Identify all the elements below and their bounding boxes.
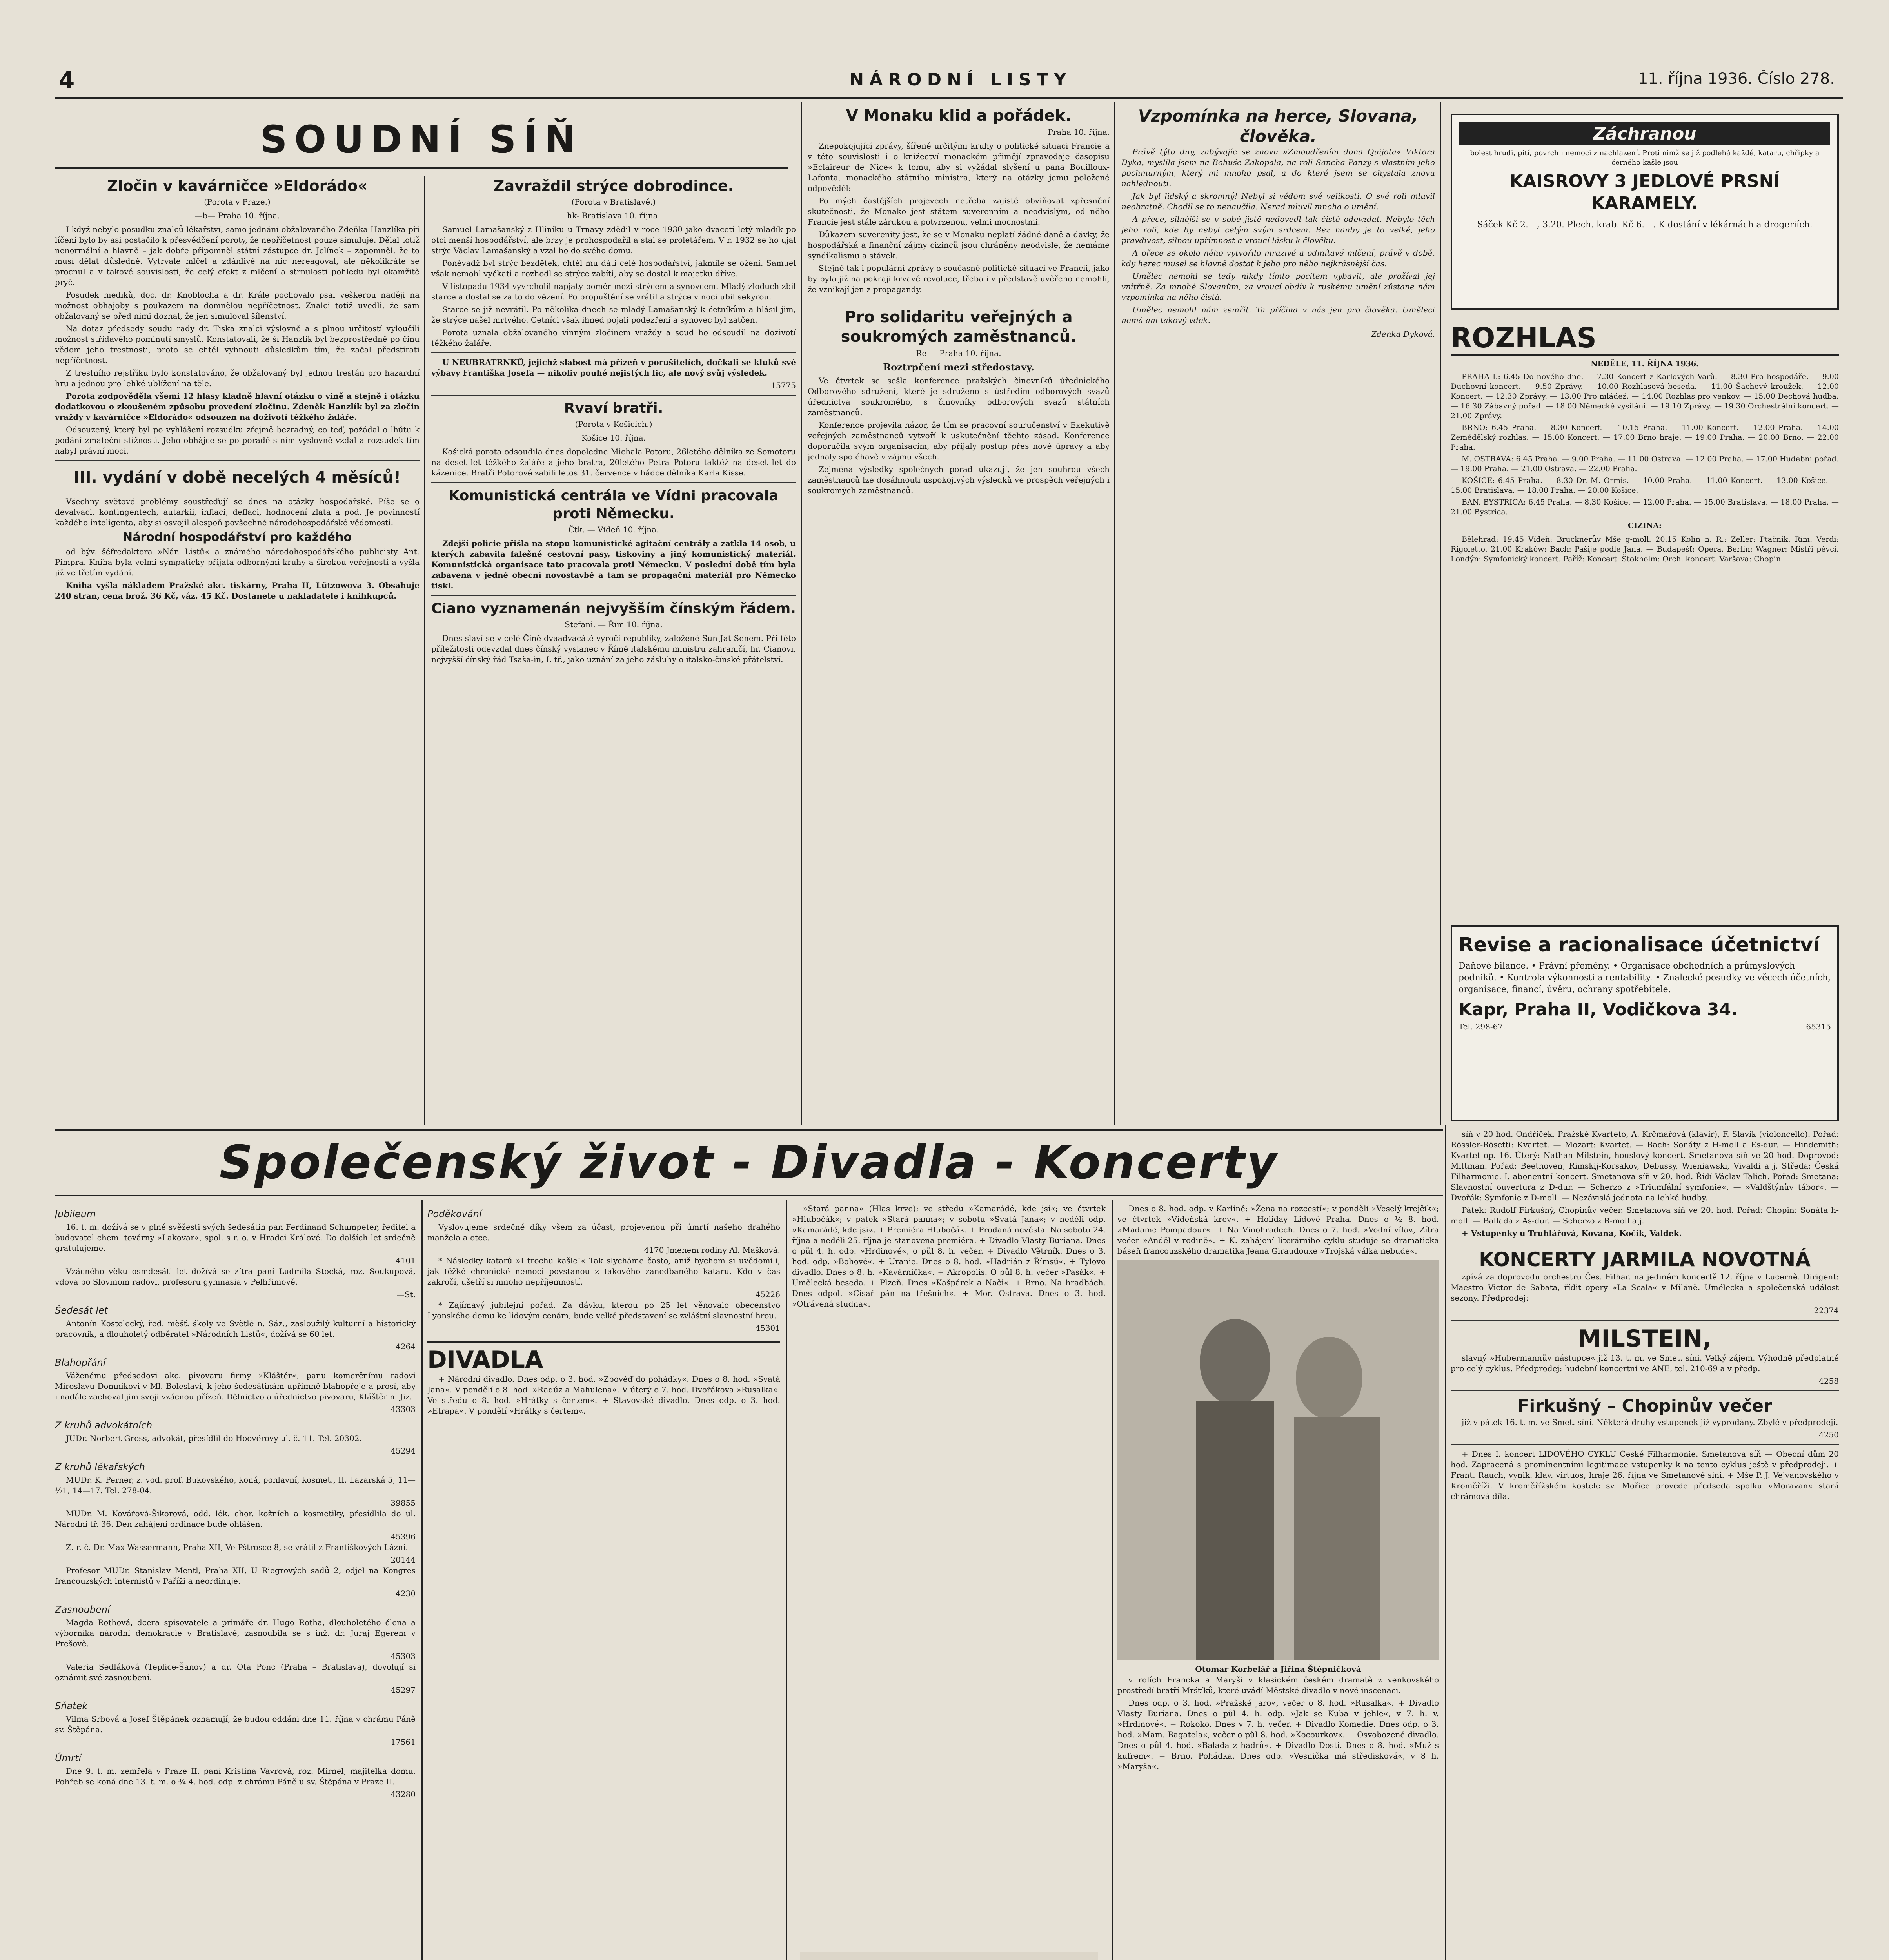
paragraph: od býv. šéfredaktora »Nár. Listů« a známého národohospodářského publicisty Ant. Pimpra. Kniha byla velmi sympaticky přijata odbornými kruhy a širokou veřejností a vyšla již ve třetím vydání. xyxy=(55,547,420,577)
notice-number: 20144 xyxy=(391,1555,416,1564)
divadla-text: + Národní divadlo. Dnes odp. o 3. hod. »Zpověď do pohádky«. Dnes o 8. hod. »Svatá Jana«. V pondělí o 8. hod. »Radúz a Mahulena«. V úterý o 7. hod. Dvořákova »Rusalka«. Ve středu o 8. hod. »Hrátky s čertem«. + Stavovské divadlo. Dnes odp. o 3. hod. »Etrapa«. V pondělí »Hrátky s čertem«. xyxy=(427,1374,780,1416)
paragraph: I když nebylo posudku znalců lékařství, samo jednání obžalovaného Zdeňka Hanzlíka při líčení bylo by asi postačilo k přesvědčení poroty, že nepříčetnost pouze simuluje. Dělal totiž nenormální a hlavně – jak dobře připomněl státní zástupce dr. Jelínek – zapomněl, že to musí dělat důsledně. Vytrvale mlčel a zdánlivě na nic nereagoval, ale několikráte se procnul a v takové souvislosti, že celý efekt z mlčení a strnulosti pohledu byl okamžitě pryč. xyxy=(55,225,420,287)
article-title: Pro solidaritu veřejných a soukromých zaměstnanců. xyxy=(841,308,1077,346)
notice-number: —St. xyxy=(396,1290,416,1299)
notice-number: 43303 xyxy=(391,1405,416,1414)
paragraph: Na dotaz předsedy soudu rady dr. Tiska znalci výslovně a s plnou určitostí vyloučili možnost střídavého pominutí smyslů. Konstatovali, že ší Hanzlík byl bezprostředně po činu vědom jeho trestnosti, proto se chtěl vyhnouti důsledkům tím, že začal předstírati nepříčetnost. xyxy=(55,324,420,365)
article-title: III. vydání v době necelých 4 měsíců! xyxy=(73,468,401,486)
ad-price: Sáček Kč 2.—, 3.20. Plech. krab. Kč 6.—. K dostání v lékárnách a drogeriích. xyxy=(1477,220,1813,230)
notice-text: * Zajímavý jubilejní pořad. Za dávku, kterou po 25 let věnovalo obecenstvo Lyonského domu ke lidovým cenám, bude velké představení se zvláštní slavnostní hrou. xyxy=(427,1300,780,1320)
divadla-heading: DIVADLA xyxy=(427,1341,780,1374)
notice-text: * Následky katarů »I trochu kašle!« Tak slycháme často, aniž bychom si uvědomili, jak těžké chronické nemoci povstanou z takového zanedbaného kataru. Kdo v čas zakročí, ušetří si mnoho nepříjemností. xyxy=(427,1256,780,1287)
page-number: 4 xyxy=(59,67,75,93)
paragraph: Ve čtvrtek se sešla konference pražských činovníků úřednického Odborového sdružení, které je sdruženo s ústředím odborových svazů úřednictva soukromého, s činovníky odborových svazů státních zaměstnanců. xyxy=(808,376,1110,417)
section-title-spolecensky: Společenský život - Divadla - Koncerty xyxy=(219,1135,1279,1189)
paragraph: Posudek mediků, doc. dr. Knoblocha a dr. Krále pochovalo psal veškerou naději na možnost obhajoby s poukazem na domnělou nepříčetnost. Znalci totiž uvedli, že sám obžalovaný se před nimi doznal, že jen simuloval šílenství. xyxy=(55,290,420,321)
ad-zachranou xyxy=(1451,114,1839,310)
paragraph: Kniha vyšla nákladem Pražské akc. tiskárny, Praha II, Lützowova 3. Obsahuje 240 stran, cena brož. 36 Kč, váz. 45 Kč. Dostanete u nakladatele i knihkupců. xyxy=(55,581,420,601)
notice-number: 39855 xyxy=(391,1498,416,1508)
dateline: Praha 10. října. xyxy=(1048,127,1110,137)
notice-number: 4101 xyxy=(396,1256,416,1265)
paragraph-bold: U NEUBRATRNKŮ, jejichž slabost má přízeň v porušitelích, dočkali se kluků své výbavy Františka Josefa — nikoliv pouhé nejistých lic, ale nový svůj výsledek. xyxy=(431,358,796,377)
notice-heading: Poděkování xyxy=(427,1209,482,1220)
paragraph-bold: Porota zodpověděla všemi 12 hlasy kladně hlavní otázku o vině a stejně i otázku dodatkovou o zkoušeném způsobu provedení zločinu. Zdeněk Hanzlík byl za zločin vraždy v kavárničce »Eldorádo« odsouzen na doživotí těžkého žaláře. xyxy=(55,391,420,422)
paragraph: Všechny světové problémy soustřeďují se dnes na otázky hospodářské. Píše se o devalvaci, kontingentech, autarkii, inflaci, deflaci, hodnocení zlata a pod. Je povinností každého inteligenta, aby si osvojil alespoň povšechné národohospodářské vědomosti. xyxy=(55,497,420,527)
dateline: Čtk. — Vídeň 10. října. xyxy=(568,525,659,534)
notice-heading: Blahopřání xyxy=(55,1357,106,1368)
book-title: Národní hospodářství pro každého xyxy=(123,530,352,544)
notice-number: 45294 xyxy=(391,1446,416,1455)
subheading: Roztrpčení mezi středostavy. xyxy=(883,361,1034,373)
notice-number: 43280 xyxy=(391,1789,416,1799)
rozhlas-cizina: Bělehrad: 19.45 Vídeň: Brucknerův Mše g-moll. 20.15 Kolín n. R.: Zeller: Ptačník. Rím: Verdi: Rigoletto. 21.00 Kraków: Bach: Pašije podle Jana. — Budapešť: Opera. Berlín: Wagner: Mistři pěvci. Londýn: Symfonický koncert. Paříž: Koncert. Štokholm: Orch. koncert. Varšava: Chopin. xyxy=(1451,535,1839,563)
dateline: —b— Praha 10. října. xyxy=(194,211,280,220)
rozhlas-date: NEDĚLE, 11. ŘÍJNA 1936. xyxy=(1591,359,1699,368)
divadla-text: Dnes o 8. hod. odp. v Karlíně: »Žena na rozcestí«; v pondělí »Veselý krejčík«; ve čtvrtek »Vídeňská krev«. + Holiday Lidové Praha. Dnes o ½ 8. hod. »Madame Pompadour«. + Na Vinohradech. Dnes o 7. hod. »Vodní víla«, Zítra večer »Anděl v rodině«. + K. zahájení literárního cyklu studuje se dramatická báseň francouzského dramatika Jeana Giraudouxe »Trojská válka nebude«. xyxy=(1117,1204,1439,1256)
paragraph: A přece, silnější se v sobě jistě nedovedl tak čistě odevzdat. Nebylo těch jeho rolí, kde by nebyl celým svým srdcem. Bez hanby je to velké, jeho pravdivost, silnou upřímnost a vroucí lásku k člověku. xyxy=(1121,214,1435,245)
section-rule xyxy=(55,1129,1443,1131)
notice-heading: Šedesát let xyxy=(55,1305,108,1316)
concert-ad-text: zpívá za doprovodu orchestru Čes. Filhar. na jediném koncertě 12. října v Lucerně. Dirigent: Maestro Victor de Sabata, řídit opery »La Scala« v Miláně. Umělecká a společenská událost sezony. Předprodej: xyxy=(1451,1272,1839,1303)
article-zavrazdil xyxy=(431,176,796,1125)
rozhlas-bystrica: BAN. BYSTRICA: 6.45 Praha. — 8.30 Košice. — 12.00 Praha. — 15.00 Bratislava. — 18.00 Praha. — 21.00 Bystrica. xyxy=(1451,498,1839,516)
ad-title: Záchranou xyxy=(1459,122,1830,145)
notice-heading: Zasnoubení xyxy=(55,1604,110,1615)
society-column-2 xyxy=(427,1203,780,1960)
ad-text: Daňové bilance. • Právní přeměny. • Organisace obchodních a průmyslových podniků. • Kontrola výkonnosti a rentability. • Znalecké posudky ve věcech účetních, organisace, financí, úvěru, ochrany spotřebitele. xyxy=(1459,961,1831,995)
column-divider xyxy=(786,1200,787,1960)
paragraph: Odsouzený, který byl po vyhlášení rozsudku zřejmě bezradný, co teď, požádal o lhůtu k podání zmateční stížnosti. Jeho obhájce se po poradě s ním výslovně vzdal a rozsudek tím nabyl právní moci. xyxy=(55,425,420,456)
divadla-text: Dnes odp. o 3. hod. »Pražské jaro«, večer o 8. hod. »Rusalka«. + Divadlo Vlasty Buriana. Dnes o půl 4. h. odp. »Jak se Kuba v jehle«, v 7. h. v. »Hrdinové«. + Rokoko. Dnes v 7. h. večer. + Divadlo Komedie. Dnes odp. o 3. hod. »Mam. Bagatela«, večer o půl 8. hod. »Kocourkov«. + Osvobozené divadlo. Dnes o půl 4. hod. »Balada z hadrů«. + Divadlo Dostí. Dnes o 8. hod. »Muž s kufrem«. + Brno. Pohádka. Dnes odp. »Vesnička má středisková«, v 8 h. »Maryša«. xyxy=(1117,1698,1439,1771)
column-divider xyxy=(1114,102,1115,1125)
photo-text: v rolích Francka a Maryši v klasickém českém dramatě z venkovského prostředí bratří Mrštíků, které uvádí Městské divadlo v nové inscenaci. xyxy=(1117,1675,1439,1695)
ad-number: 4258 xyxy=(1819,1376,1839,1386)
notice-number: 45226 xyxy=(755,1290,780,1299)
paragraph: Stejně tak i populární zprávy o současné politické situaci ve Francii, jako by byla již na pokraji krvavé revoluce, třeba i v představě uvěřeno nemohli, že vznikají jen z propagandy. xyxy=(808,263,1110,294)
paragraph: V listopadu 1934 vyvrcholil napjatý poměr mezi strýcem a synovcem. Mladý zloduch zbil starce a dostal se za to do vězení. Po propuštění se vrátil a strýce v noci ubil sekyrou. xyxy=(431,281,796,301)
rozhlas-brno: BRNO: 6.45 Praha. — 8.30 Koncert. — 10.15 Praha. — 11.00 Koncert. — 12.00 Praha. — 14.00 Zemědělský rozhlas. — 15.00 Koncert. — 17.00 Brno hraje. — 19.00 Praha. — 20.00 Brno. — 22.00 Praha. xyxy=(1451,423,1839,452)
concert-tickets: + Vstupenky u Truhlářová, Kovana, Kočík, Valdek. xyxy=(1462,1229,1682,1238)
concert-text: + Dnes I. koncert LIDOVÉHO CYKLU České Filharmonie. Smetanova síň — Obecní dům 20 hod. Zapracená s prominentními legitimace vstupenky k na tento cyklus ještě v předprodeji. + Frant. Rauch, vynik. klav. virtuos, hraje 26. října ve Smetanově síni. + Mše P. J. Vejvanovského v Kroměříži. V kroměřížském kostele sv. Mořice provede předseda spolku »Moravan« stará chrámová díla. xyxy=(1451,1449,1839,1501)
notice-heading: Z kruhů advokátních xyxy=(55,1420,153,1431)
notice-number: 4170 Jmenem rodiny Al. Mašková. xyxy=(644,1245,780,1255)
notice-text: Váženému předsedovi akc. pivovaru firmy »Kláštěr«, panu komerčnímu radovi Miroslavu Domníkovi v Ml. Boleslavi, k jeho šedesátinám upřímně blahopřeje a prosí, aby i nadále zachoval jim svoji vzácnou přízeň. Dělnictvo a úřednictvo pivovaru, Kláštěr n. Jiz. xyxy=(55,1371,416,1401)
concert-text: síň v 20 hod. Ondříček. Pražské Kvarteto, A. Krčmářová (klavír), F. Slavík (violoncello). Pořad: Rössler-Rösetti: Kvartet. — Mozart: Kvartet. — Bach: Sonáty z H-moll a Es-dur. — Hindemith: Kvartet op. 16. Úterý: Nathan Milstein, houslový koncert. Smetanova síň ve 20 hod. Doprovod: Mittman. Pořad: Beethoven, Rimskij-Korsakov, Debussy, Wieniawski, Vivaldi a j. Středa: Česká Filharmonie. I. abonentní koncert. Smetanova síň v 20. hod. Řídí Václav Talich. Pořad: Smetana: Slavnostní ouvertura z D-dur. — Scherzo z »Triumfální symfonie«. — »Valdštýnův tábor«. — Dvořák: Symfonie z D-moll. — Nezávislá jednota na lehké hudby. xyxy=(1451,1129,1839,1202)
notice-text: Dne 9. t. m. zemřela v Praze II. paní Kristina Vavrová, roz. Mirnel, majitelka domu. Pohřeb se koná dne 13. t. m. o ¾ 4. hod. odp. z chrámu Páně u sv. Štěpána v Praze II. xyxy=(55,1766,416,1786)
notice-heading: Z kruhů lékařských xyxy=(55,1461,145,1472)
rozhlas-cizina-heading: CIZINA: xyxy=(1628,521,1662,530)
masthead: NÁRODNÍ LISTY xyxy=(849,70,1072,90)
dateline: hk- Bratislava 10. října. xyxy=(567,211,661,220)
notice-number: 4230 xyxy=(396,1589,416,1598)
ad-headline: KAISROVY 3 JEDLOVÉ PRSNÍ KARAMELY. xyxy=(1509,171,1780,213)
ad-title: Revise a racionalisace účetnictví xyxy=(1459,933,1820,956)
paragraph: Umělec nemohl nám zemřít. Ta příčina v nás jen pro člověka. Uměleci nemá ani takový vděk. xyxy=(1121,305,1435,325)
paragraph: Důkazem suverenity jest, že se v Monaku neplatí žádné daně a dávky, že hospodářská a finanční zájmy cizinců jsou chráněny neodvisle, že nemáme syndikalismu a stávek. xyxy=(808,230,1110,260)
paragraph: Z trestního rejstříku bylo konstatováno, že obžalovaný byl jednou trestán pro hazardní hru a jednou pro lehké ublížení na těle. xyxy=(55,368,420,388)
notice-text: MUDr. M. Kovářová-Šikorová, odd. lék. chor. kožních a kosmetiky, přesídlila do ul. Národní tř. 36. Den zahájení ordinace bude ohlášen. xyxy=(55,1509,416,1529)
notice-number: 45301 xyxy=(755,1323,780,1333)
notice-heading: Jubileum xyxy=(55,1209,96,1220)
ad-number: 15775 xyxy=(771,381,796,390)
notice-heading: Sňatek xyxy=(55,1700,88,1711)
paragraph: Po mých častějších projevech netřeba zajisté obviňovat zpřesnění skutečnosti, že Monako jest státem suverenním a neodvislým, od něho Francie jest stále zárukou a potvrzenou, velmi mocnostmi. xyxy=(808,196,1110,227)
paragraph: Košická porota odsoudila dnes dopoledne Michala Potoru, 26letého dělníka ze Somotoru na deset let těžkého žaláře a jeho bratra, 20letého Petra Potoru taktéž na deset let do kázenice. Bratři Potorové zabili letos 31. července v hádce dělníka Karla Kisse. xyxy=(431,447,796,477)
column-divider xyxy=(421,1200,423,1960)
dateline: Stefani. — Řím 10. října. xyxy=(565,620,663,629)
column-divider xyxy=(424,176,425,1125)
ad-number: 22374 xyxy=(1814,1306,1839,1315)
paragraph: Porota uznala obžalovaného vinným zločinem vraždy a soud ho odsoudil na doživotí těžkého žaláře. xyxy=(431,328,796,348)
column-divider xyxy=(1112,1200,1113,1960)
society-column-3 xyxy=(792,1203,1106,1960)
concert-ad-title: Firkušný – Chopinův večer xyxy=(1517,1396,1772,1416)
ad-revise xyxy=(1451,925,1839,1121)
paragraph: Poněvadž byl strýc bezdětek, chtěl mu dáti celé hospodářství, jakmile se ožení. Samuel však nemohl vyčkati a rozhodl se strýce zabíti, aby se dostal k majetku dříve. xyxy=(431,258,796,278)
article-title: Vzpomínka na herce, Slovana, člověka. xyxy=(1138,106,1419,146)
notice-text: Z. r. č. Dr. Max Wassermann, Praha XII, Ve Pštrosce 8, se vrátil z Františkových Lázní. xyxy=(66,1543,408,1552)
notice-number: 17561 xyxy=(391,1737,416,1747)
article-title: Komunistická centrála ve Vídni pracovala proti Německu. xyxy=(449,488,779,522)
article-title: Zavraždil strýce dobrodince. xyxy=(493,177,734,194)
column-divider xyxy=(801,102,802,1125)
actors-photo-icon xyxy=(1117,1260,1439,1660)
notice-text: JUDr. Norbert Gross, advokát, přesídlil do Hoověrovy ul. č. 11. Tel. 20302. xyxy=(66,1434,362,1443)
rozhlas-praha: PRAHA I.: 6.45 Do nového dne. — 7.30 Koncert z Karlových Varů. — 8.30 Pro hospodáře. — 9.00 Duchovní koncert. — 9.50 Zprávy. — 10.00 Rozhlasová beseda. — 11.00 Šachový kroužek. — 12.00 Koncert. — 12.30 Zprávy. — 13.00 Pro mládež. — 14.00 Rozhlas pro venkov. — 15.00 Dechová hudba. — 16.30 Zábavný pořad. — 18.00 Německé vysílání. — 19.10 Zprávy. — 19.30 Orchestrální koncert. — 21.00 Zprávy. xyxy=(1451,372,1839,420)
article-title: Zločin v kavárničce »Eldorádo« xyxy=(107,177,367,194)
society-column xyxy=(55,1203,416,1960)
notice-number: 45297 xyxy=(391,1685,416,1695)
paragraph-bold: Zdejší policie přišla na stopu komunistické agitační centrály a zatkla 14 osob, u kterých zabavila falešné cestovní pasy, tiskoviny a jiný komunistický materiál. Komunistická organisace tato pracovala proti Německu. V poslední době tím byla zabavena v jedné obecní novostavbě a tam se propagační materiál pro Německo tiskl. xyxy=(431,539,796,590)
ad-phone: Tel. 298-67. xyxy=(1459,1022,1506,1031)
notice-text: MUDr. K. Perner, z. vod. prof. Bukovského, koná, pohlavní, kosmet., II. Lazarská 5, 11—½1, 14—17. Tel. 278-04. xyxy=(55,1475,416,1495)
section-title: ROZHLAS xyxy=(1451,321,1839,356)
society-column-5 xyxy=(1451,1129,1839,1960)
rozhlas-kosice: KOŠICE: 6.45 Praha. — 8.30 Dr. M. Ormis. — 10.00 Praha. — 11.00 Koncert. — 13.00 Košice. — 15.00 Bratislava. — 18.00 Praha. — 20.00 Košice. xyxy=(1451,476,1839,495)
rozhlas-ostrava: M. OSTRAVA: 6.45 Praha. — 9.00 Praha. — 11.00 Ostrava. — 12.00 Praha. — 17.00 Hudební pořad. — 19.00 Praha. — 21.00 Ostrava. — 22.00 Praha. xyxy=(1451,455,1839,473)
society-column-4 xyxy=(1117,1203,1439,1960)
byline: (Porota v Košicích.) xyxy=(575,419,652,429)
paragraph: Starce se již nevrátil. Po několika dnech se mladý Lamašanský k četníkům a hlásil jim, že strýce našel mrtvého. Četníci však ihned pojali podezření a synovec byl zatčen. xyxy=(431,305,796,325)
article-eldorado xyxy=(55,176,420,1125)
column-divider xyxy=(1445,1125,1446,1960)
concert-ad-title: KONCERTY JARMILA NOVOTNÁ xyxy=(1479,1248,1811,1271)
article-vzpominka xyxy=(1121,106,1435,1125)
signature: Zdenka Dyková. xyxy=(1371,329,1435,339)
concert-ad-title: MILSTEIN, xyxy=(1578,1325,1712,1352)
paragraph: Znepokojující zprávy, šířené určitými kruhy o politické situaci Francie a v této souvislosti i o knížectví monackém přimějí zpravodaje časopisu »Eclaireur de Nice« k tomu, aby si vyžádal slyšení u pana Bouilloux-Lafonta, monackého státního ministra, který na otázky jemu položené odpověděl: xyxy=(808,141,1110,193)
notice-number: 45396 xyxy=(391,1532,416,1541)
section-title-soudni-sin: SOUDNÍ SÍŇ xyxy=(55,118,788,169)
section-rule xyxy=(55,1195,1443,1196)
notice-number: 45303 xyxy=(391,1651,416,1661)
notice-heading: Úmrtí xyxy=(55,1753,81,1764)
concert-ad-text: již v pátek 16. t. m. ve Smet. síni. Některá druhy vstupenek již vyprodány. Zbylé v předprodeji. xyxy=(1462,1417,1838,1427)
concert-text: Pátek: Rudolf Firkušný, Chopinův večer. Smetanova síň ve 20. hod. Pořad: Chopin: Sonáta h-moll. — Ballada z As-dur. — Scherzo z B-moll a j. xyxy=(1451,1205,1839,1225)
ad-firm: Kapr, Praha II, Vodičkova 34. xyxy=(1459,1000,1738,1020)
article-monako xyxy=(808,106,1110,1125)
notice-text: Vzácného věku osmdesáti let dožívá se zítra paní Ludmila Stocká, roz. Soukupová, vdova po Slovinom radovi, profesoru gymnasia v Pelhřimově. xyxy=(55,1267,416,1287)
concert-ad-text: slavný »Hubermannův nástupce« již 13. t. m. ve Smet. síni. Velký zájem. Výhodně předplatné pro celý cyklus. Předprodej: hudební koncertní ve ANE, tel. 210-69 a v předp. xyxy=(1451,1353,1839,1373)
ad-number: 4250 xyxy=(1819,1430,1839,1439)
divadla-text: »Stará panna« (Hlas krve); ve středu »Kamarádé, kde jsi«; ve čtvrtek »Hlubočák«; v pátek »Stará panna«; v sobotu »Svatá Jana«; v neděli odp. »Kamarádé, kde jsi«. + Premiéra Hlubočák. + Prodaná nevěsta. Na sobotu 24. října a neděli 25. října je stanovena premiéra. + Divadlo Vlasty Buriana. Dnes o půl 4. h. odp. »Hrdinové«, o půl 8. h. večer. + Divadlo Větrník. Dnes o 3. hod. odp. »Bohové«. + Uranie. Dnes o 8. hod. »Hadrián z Římsů«. + Tylovo divadlo. Dnes o 8. h. »Kavárnička«. + Akropolis. O půl 8. h. večer »Pasák«. + Umělecká beseda. + Plzeň. Dnes »Kašpárek a Nači«. + Brno. Na hradbách. Dnes odpol. »Císař pán na třešních«. + Mor. Ostrava. Dnes o 3. hod. »Otrávená studna«. xyxy=(792,1204,1106,1308)
ad-text: bolest hrudi, pití, povrch i nemoci z nachlazení. Proti nimž se již podlehá každé, kataru, chřipky a černého kašle jsou xyxy=(1470,149,1820,167)
section-rozhlas xyxy=(1451,321,1839,921)
paragraph: Dnes slaví se v celé Číně dvaadvacáté výročí republiky, založené Sun-Jat-Senem. Při této příležitosti odevzdal dnes čínský vyslanec v Římě italskému ministru zahraničí, hr. Cianovi, nejvyšší čínský řád Tsaša-in, I. tř., jako uznání za jeho zásluhy o italsko-čínské přátelství. xyxy=(431,633,796,664)
notice-text: Vilma Srbová a Josef Štěpánek oznamují, že budou oddáni dne 11. října v chrámu Páně sv. Štěpána. xyxy=(55,1714,416,1734)
notice-text: Profesor MUDr. Stanislav Mentl, Praha XII, U Riegrových sadů 2, odjel na Kongres francouzských internistů v Paříži a neordinuje. xyxy=(55,1566,416,1586)
photo xyxy=(1117,1260,1439,1660)
poster-figure-icon xyxy=(800,1952,1098,1960)
notice-text: Valeria Sedláková (Teplice-Šanov) a dr. Ota Ponc (Praha – Bratislava), dovolují si oznámit své zasnoubení. xyxy=(55,1662,416,1682)
paragraph: Samuel Lamašanský z Hliníku u Trnavy zdědil v roce 1930 jako dvaceti letý mladík po otci menší hospodářství, ale brzy je prohospodařil a stal se proletářem. V r. 1932 se ho ujal strýc Václav Lamašanský a vzal ho do svého domu. xyxy=(431,225,796,255)
article-title: Rvaví bratři. xyxy=(564,400,663,416)
paragraph: Zejména výsledky společných porad ukazují, že jen souhrou všech zaměstnanců lze dosáhnouti uspokojivých výsledků ve prospěch veřejných i soukromých zaměstnanců. xyxy=(808,465,1110,495)
byline: (Porota v Bratislavě.) xyxy=(571,197,656,207)
notice-text: Vyslovujeme srdečné díky všem za účast, projevenou při úmrtí našeho drahého manžela a otce. xyxy=(427,1222,780,1242)
paragraph: Umělec nemohl se tedy nikdy tímto pocitem vybavit, ale prožíval jej vnitřně. Za mnohé Slovanům, za vroucí obdiv k ruskému umění zůstane nám vzpomínka na něho čistá. xyxy=(1121,271,1435,302)
article-title: Ciano vyznamenán nejvyšším čínským řádem. xyxy=(431,601,796,617)
paragraph: Jak byl lidský a skromný! Nebyl si vědom své velikosti. O své roli mluvil neobratně. Chodil se to nenaučila. Nerad mluvil mnoho o umění. xyxy=(1121,191,1435,211)
notice-text: Antonín Kostelecký, řed. měšť. školy ve Světlé n. Sáz., zasloužilý kulturní a historický pracovník, a dlouholetý odběratel »Národních Listů«, dožívá se 60 let. xyxy=(55,1319,416,1339)
photo-caption: Otomar Korbelář a Jiřina Štěpničková xyxy=(1195,1664,1361,1674)
notice-number: 4264 xyxy=(396,1342,416,1351)
paragraph: Konference projevila názor, že tím se pracovní souručenství v Exekutivě veřejných zaměstnanců vytvoří k uskutečnění těchto zásad. Konference doporučila svým organisacím, aby přijaly postup přes nové úpravy a aby jednaly spoléhavě v zájmu všech. xyxy=(808,420,1110,461)
column-divider xyxy=(1440,102,1441,1125)
notice-text: 16. t. m. dožívá se v plné svěžesti svých šedesátin pan Ferdinand Schumpeter, ředitel a budovatel chem. továrny »Lakovar«, spol. s r. o. v Hradci Králové. Do dalších let srdečně gratulujeme. xyxy=(55,1222,416,1253)
byline: (Porota v Praze.) xyxy=(204,197,271,207)
notice-text: Magda Rothová, dcera spisovatele a primáře dr. Hugo Rotha, dlouholetého člena a výborníka národní demokracie v Bratislavě, zasnoubila se s inž. dr. Juraj Egerem v Prešově. xyxy=(55,1618,416,1648)
paragraph: A přece se okolo něho vytvořilo mrazivé a odmítavé mlčení, právě v době, kdy herec musel se hlavně dostat k jeho pro něho nejkrásnější čas. xyxy=(1121,248,1435,268)
theater-poster xyxy=(800,1952,1098,1960)
date-issue: 11. října 1936. Číslo 278. xyxy=(1638,70,1835,88)
paragraph: Právě týto dny, zabývajíc se znovu »Zmoudřením dona Quijota« Viktora Dyka, myslila jsem na Bohuše Zakopala, na roli Sancha Panzy s vlastním jeho pochmurným, který mi mnoho psal, a do které jsem se chystala znovu nahlédnouti. xyxy=(1121,147,1435,188)
dateline: Re — Praha 10. října. xyxy=(916,348,1001,358)
dateline: Košice 10. října. xyxy=(581,433,646,443)
header-rule xyxy=(55,97,1843,99)
ad-number: 65315 xyxy=(1806,1022,1831,1031)
article-title: V Monaku klid a pořádek. xyxy=(846,107,1072,125)
